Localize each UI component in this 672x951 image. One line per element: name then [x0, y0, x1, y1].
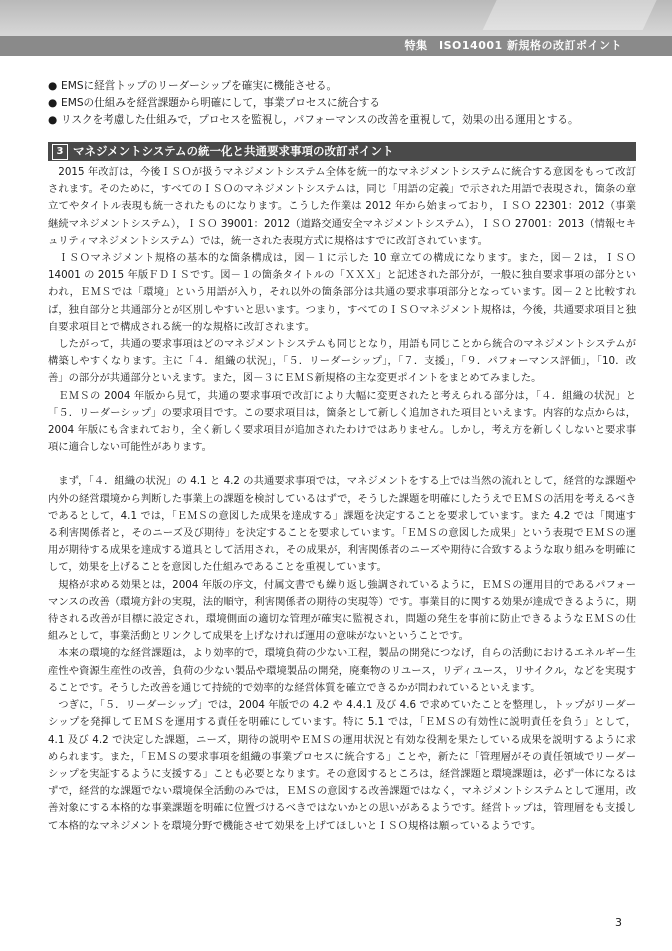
header-divider: [0, 56, 672, 62]
paragraph: したがって，共通の要求事項はどのマネジメントシステムも同じとなり，用語も同じことから統合のマネジメントシステムが構築しやすくなります。主に「４．組織の状況」，「５．リーダーシップ」，「７．支援」，「９．パフォーマンス評価」，「10．改善」の部分が共通部分といえます。また，図－３にＥＭＳ新規格の主な変更ポイントをまとめてみました。: [48, 338, 636, 385]
bullet-item: [48, 112, 648, 129]
header-background-image: [483, 0, 662, 30]
paragraph: ＥＭＳの 2004 年版から見て，共通の要求事項で改訂により大幅に変更されたと考えられる部分は，「４．組織の状況」と「５．リーダーシップ」の要求項目です。この要求項目は，箇条として新しく追加された項目といえます。内容的な点からは，2004 年版にも含まれており，全く新しく要求項目が追加されたわけではありません。しかし，考え方を新しくしないと要求事項に適合しない可能性があります。: [48, 389, 636, 454]
paragraph: まず，「４．組織の状況」の 4.1 と 4.2 の共通要求事項では，マネジメントをする上では当然の流れとして，経営的な課題や内外の経営環境から判断した事業上の課題を検討しているはずで，そうした課題を明確にしたうえでＥＭＳの活用を考えるべきであるとして，4.1 では，「ＥＭＳの意図した成果を達成する」課題を決定することを要求しています。また 4.2 では「関連する利害関係者と，そのニーズ及び期待」を決定することを要求しています。「ＥＭＳの意図した成果」という表現でＥＭＳの運用が期待する成果を達成する道具として活用され，その成果が，利害関係者のニーズや期待に合致するような取り組みを明確にして，効果を上げることを意図した仕組みであることを重視しています。: [48, 475, 636, 574]
bullet-marker: ●: [48, 114, 58, 126]
section-heading: [48, 142, 636, 161]
bullet-item: [48, 78, 648, 95]
bullet-text: EMSに経営トップのリーダーシップを確実に機能させる。: [61, 80, 338, 92]
paragraph: ＩＳＯマネジメント規格の基本的な箇条構成は，図－１に示した 10 章立ての構成になります。また，図－２は，ＩＳＯ 14001 の 2015 年版ＦＤＩＳです。図－１の箇条タイトルの「ＸＸＸ」と記述された部分が，一般に独自要求事項の部分といわれ，ＥＭＳでは「環境」という用語が入り，それ以外の箇条部分は共通の要求事項部分となっています。図－２と比較すれば，独自部分と共通部分とが区別しやすいと思います。つまり，すべてのＩＳＯマネジメント規格は，今後，共通要求項目と独自要求項目とで構成される統一的な規格に改訂されます。: [48, 252, 636, 333]
section-number: 3: [52, 144, 68, 160]
page-number: 3: [615, 916, 622, 929]
bullet-item: [48, 95, 648, 112]
article-body: [48, 164, 636, 835]
bullet-marker: ●: [48, 97, 58, 109]
section-title: マネジメントシステムの統一化と共通要求事項の改訂ポイント: [73, 144, 394, 158]
paragraph: 規格が求める効果とは，2004 年版の序文，付属文書でも繰り返し強調されているように，ＥＭＳの運用目的であるパフォーマンスの改善（環境方針の実現，法的順守，利害関係者の期待の実現等）です。事業目的に関する効果が達成できるように，期待される改善が目標に設定され，環境側面の適切な管理が確実に監視され，問題の発生を事前に防止できるようなＥＭＳの仕組みとして，事業活動とリンクして成果を上げなければ運用の意味がないということです。: [48, 578, 636, 643]
paragraph: つぎに，「５．リーダーシップ」では，2004 年版での 4.2 や 4.4.1 及び 4.6 で求めていたことを整理し，トップがリーダーシップを発揮してＥＭＳを運用する責任を明確にしています。特に 5.1 では，「ＥＭＳの有効性に説明責任を負う」として，4.1 及び 4.2 で決定した課題，ニーズ，期待の説明やＥＭＳの運用状況と有効な役割を果たしている成果を説明するように求められます。また，「ＥＭＳの要求事項を組織の事業プロセスに統合する」ことや，新たに「管理層がその責任領域でリーダーシップを実証するように支援する」ことも必要となります。その意図するところは，経営課題と環境課題は，必ず一体になるはずで，経営的な課題でない環境保全活動のみでは，ＥＭＳの意図する改善課題ではなく，マネジメントシステムとして運用，改善対象にする本格的な事業課題を明確に位置づけるべきではないかとの思いがあるようです。経営トップは，管理層をも支援して本格的なマネジメントを環境分野で機能させて効果を上げてほしいとＩＳＯ規格は願っているようです。: [48, 699, 636, 832]
header-title: 特集 ISO14001 新規格の改訂ポイント: [404, 39, 622, 52]
bullet-text: リスクを考慮した仕組みで，プロセスを監視し，パフォーマンスの改善を重視して，効果の出る運用とする。: [61, 114, 579, 126]
bullet-marker: ●: [48, 80, 58, 92]
paragraph: 本来の環境的な経営課題は，より効率的で，環境負荷の少ない工程，製品の開発につなげ，自らの活動におけるエネルギー生産性や資源生産性の改善，負荷の少ない製品や環境製品の開発，廃棄物のリユース，リディユース，リサイクル，などを実現することです。そうした改善を通じて持続的で効率的な経営体質を確立できるかが問われているといえます。: [48, 647, 636, 694]
bullet-list: [48, 78, 648, 129]
bullet-text: EMSの仕組みを経営課題から明確にして，事業プロセスに統合する: [61, 97, 380, 109]
paragraph: 2015 年改訂は，今後ＩＳＯが扱うマネジメントシステム全体を統一的なマネジメントシステムに統合する意図をもって改訂されます。そのために，すべてのＩＳＯのマネジメントシステムは，同じ「用語の定義」で示された用語で表現され，箇条の章立てやタイトル表現も統一されたものになります。こうした作業は 2012 年から始まっており，ＩＳＯ 22301：2012（事業継続マネジメントシステム），ＩＳＯ 39001：2012（道路交通安全マネジメントシステム），ＩＳＯ 27001：2013（情報セキュリティマネジメントシステム）では，統一された表現方式に規格はすでに改訂されています。: [48, 166, 636, 247]
page-header: [0, 0, 672, 62]
